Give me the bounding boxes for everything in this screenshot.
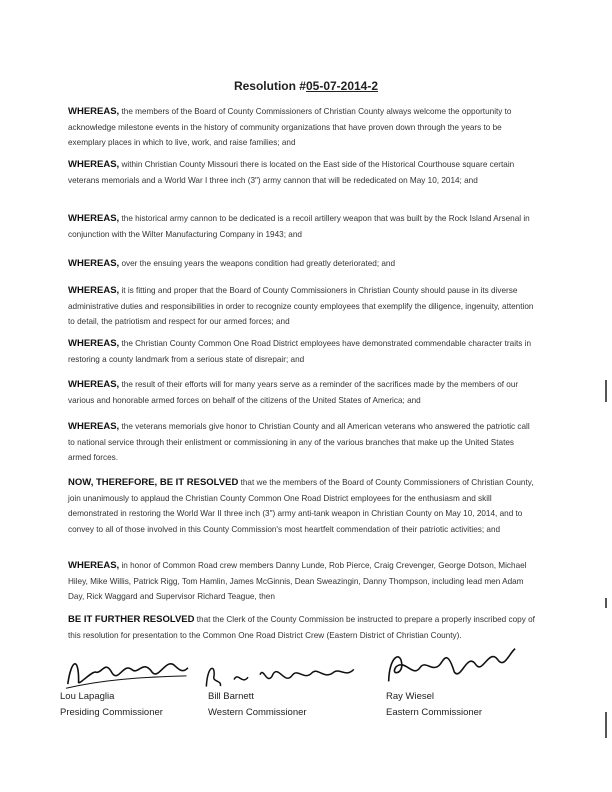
keyword: WHEREAS, [68, 338, 120, 349]
paragraph-text: the Christian County Common One Road District employees have demonstrated commendable character traits in restoring a county landmark from a serious state of disrepair; and [68, 339, 532, 364]
keyword: WHEREAS, [68, 213, 120, 224]
paragraph-3 [68, 211, 538, 242]
paragraph-text: it is fitting and proper that the Board of County Commissioners in Christian County should pause in its diverse administrative duties and responsibilities in order to recognize county employees that exemplify the diligence, ingenuity, attention to detail, the patriotism and respect for our armed forces; and [68, 286, 534, 327]
paragraph-6 [68, 336, 538, 367]
paragraph-5 [68, 283, 538, 330]
signature-wiesel [381, 638, 523, 695]
paragraph-text: in honor of Common Road crew members Danny Lunde, Rob Pierce, Craig Crevenger, George Dotson, Michael Hiley, Mike Willis, Patrick Rigg, Tom Hamlin, James McGinnis, Dean Sweazingin, Danny Thompson, including lead men Adam Day, Rick Waggard and Supervisor Richard Teague, then [68, 561, 527, 602]
title-prefix: Resolution # [233, 79, 306, 93]
paragraph-8 [68, 419, 538, 466]
paragraph-9 [68, 475, 538, 537]
paragraph-7 [68, 377, 538, 408]
signatory-name: Bill Barnett [208, 691, 254, 702]
keyword: WHEREAS, [68, 159, 120, 170]
paragraph-text: the veterans memorials give honor to Christian County and all American veterans who answered the patriotic call to national service through their enlistment or commissioning in any of the various branches that make up the United States armed forces. [68, 422, 530, 463]
signatory-3 [386, 689, 482, 721]
keyword: WHEREAS, [68, 421, 120, 432]
paragraph-text: the members of the Board of County Commissioners of Christian County always welcome the opportunity to acknowledge milestone events in the history of community organizations that have proven down through the years to be exemplary places in which to live, work, and raise families; and [68, 107, 512, 148]
paragraph-text: the result of their efforts will for many years serve as a reminder of the sacrifices made by the members of our various and honorable armed forces on behalf of the citizens of the United States of America; and [68, 380, 519, 405]
resolution-number: 05-07-2014-2 [305, 79, 379, 93]
keyword: WHEREAS, [68, 379, 120, 390]
paragraph-text: within Christian County Missouri there is located on the East side of the Historical Courthouse square certain veterans memorials and a World War I three inch (3") army cannon that will be rededicated on May 10, 2014; and [68, 160, 515, 185]
paragraph-text: that the Clerk of the County Commission be instructed to prepare a properly inscribed copy of this resolution for presentation to the Common One Road District Crew (Eastern District of Christian County). [68, 615, 535, 640]
scan-edge-mark [605, 598, 607, 608]
paragraph-11 [68, 612, 538, 643]
signatory-role: Western Commissioner [208, 707, 307, 718]
paragraph-2 [68, 157, 538, 188]
keyword: WHEREAS, [68, 106, 120, 117]
signatory-role: Presiding Commissioner [60, 707, 163, 718]
resolution-title [0, 79, 612, 93]
paragraph-4 [68, 256, 538, 272]
paragraph-1 [68, 104, 538, 151]
paragraph-text: over the ensuing years the weapons condition had greatly deteriorated; and [121, 259, 396, 268]
signatory-name: Ray Wiesel [386, 691, 435, 702]
signatory-1 [60, 689, 163, 721]
keyword: WHEREAS, [68, 285, 120, 296]
keyword: WHEREAS, [68, 560, 120, 571]
keyword: WHEREAS, [68, 258, 120, 269]
signature-scribble [199, 653, 360, 693]
keyword: BE IT FURTHER RESOLVED [68, 614, 195, 625]
signature-scribble [61, 644, 193, 693]
signatory-role: Eastern Commissioner [386, 707, 483, 718]
paragraph-10 [68, 558, 538, 605]
paragraph-text: the historical army cannon to be dedicated is a recoil artillery weapon that was built by the Rock Island Arsenal in conjunction with the Wilter Manufacturing Company in 1943; and [68, 214, 530, 239]
signatory-2 [208, 689, 307, 721]
scan-edge-mark [605, 380, 607, 402]
signatory-name: Lou Lapaglia [60, 691, 115, 702]
scan-edge-mark [605, 712, 607, 738]
paragraph-text: that we the members of the Board of County Commissioners of Christian County, join unanimously to applaud the Christian County Common One Road District employees for the enthusiasm and skill demonstrated in restoring the World War II three inch (3") army anti-tank weapon in Christian County on May 10, 2014, and to convey to all of those involved in this County Commission's most heartfelt commendation of their patriotic activities; and [68, 478, 534, 534]
keyword: NOW, THEREFORE, BE IT RESOLVED [68, 477, 239, 488]
signature-scribble [381, 638, 523, 689]
